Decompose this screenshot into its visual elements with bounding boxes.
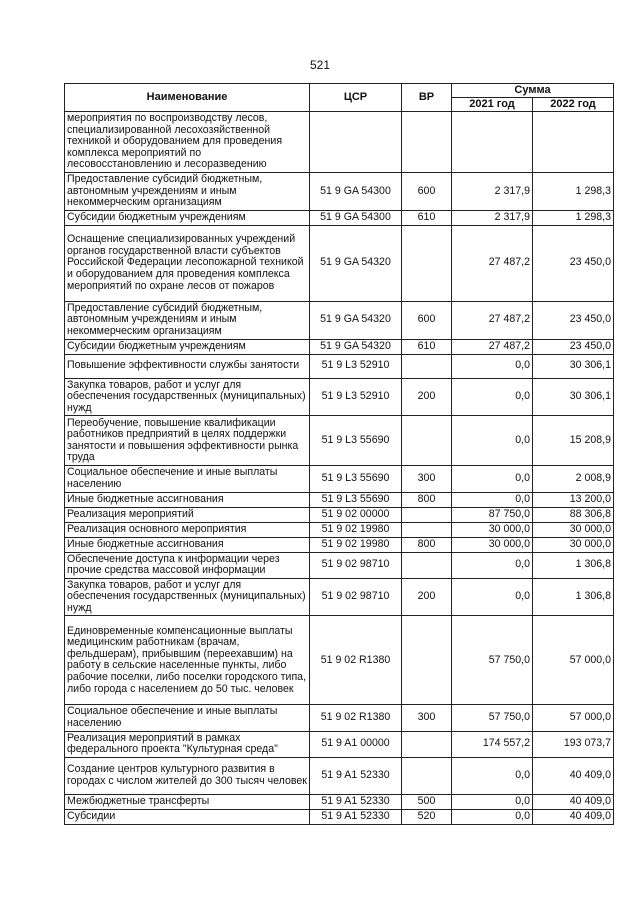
row-name: Предоставление субсидий бюджетным, автономным учреждениям и иным некоммерческим организациям xyxy=(65,172,310,210)
row-csr xyxy=(310,112,402,173)
row-vr xyxy=(402,112,452,173)
row-name: Единовременные компенсационные выплаты медицинским работникам (врачам, фельдшерам), прибывшим (переехавшим) на работу в сельские населенные пункты, либо рабочие поселки, либо поселки городского типа, либо города с населением до 50 тыс. человек xyxy=(65,616,310,705)
row-vr: 800 xyxy=(402,537,452,552)
row-name: Субсидии бюджетным учреждениям xyxy=(65,210,310,225)
row-amount-2022: 40 409,0 xyxy=(533,794,614,809)
table-row xyxy=(65,578,614,616)
row-amount-2021: 0,0 xyxy=(452,809,533,824)
row-amount-2021: 27 487,2 xyxy=(452,225,533,301)
row-vr xyxy=(402,522,452,537)
row-vr: 600 xyxy=(402,301,452,339)
row-amount-2021: 30 000,0 xyxy=(452,537,533,552)
row-amount-2021: 30 000,0 xyxy=(452,522,533,537)
header-2021: 2021 год xyxy=(452,98,533,112)
row-vr xyxy=(402,731,452,757)
row-name: Межбюджетные трансферты xyxy=(65,794,310,809)
row-csr: 51 9 L3 55690 xyxy=(310,492,402,507)
table-row xyxy=(65,794,614,809)
row-name: Закупка товаров, работ и услуг для обеспечения государственных (муниципальных) нужд xyxy=(65,578,310,616)
row-amount-2022: 88 306,8 xyxy=(533,507,614,522)
row-csr: 51 9 L3 55690 xyxy=(310,466,402,492)
row-amount-2022: 30 306,1 xyxy=(533,354,614,378)
table-row xyxy=(65,492,614,507)
table-row xyxy=(65,552,614,578)
row-vr: 600 xyxy=(402,172,452,210)
row-vr: 500 xyxy=(402,794,452,809)
row-amount-2021: 27 487,2 xyxy=(452,301,533,339)
table-row xyxy=(65,616,614,705)
row-csr: 51 9 GA 54300 xyxy=(310,172,402,210)
row-amount-2021: 0,0 xyxy=(452,492,533,507)
row-amount-2022: 193 073,7 xyxy=(533,731,614,757)
row-csr: 51 9 GA 54320 xyxy=(310,301,402,339)
row-vr: 800 xyxy=(402,492,452,507)
row-amount-2022: 30 000,0 xyxy=(533,537,614,552)
row-csr: 51 9 A1 00000 xyxy=(310,731,402,757)
row-csr: 51 9 02 98710 xyxy=(310,578,402,616)
row-amount-2021: 0,0 xyxy=(452,578,533,616)
row-amount-2022: 1 306,8 xyxy=(533,578,614,616)
table-row xyxy=(65,378,614,416)
row-name: Обеспечение доступа к информации через прочие средства массовой информации xyxy=(65,552,310,578)
row-csr: 51 9 02 R1380 xyxy=(310,705,402,731)
row-csr: 51 9 02 98710 xyxy=(310,552,402,578)
row-amount-2021: 87 750,0 xyxy=(452,507,533,522)
row-amount-2022: 1 298,3 xyxy=(533,172,614,210)
row-csr: 51 9 02 00000 xyxy=(310,507,402,522)
row-name: Субсидии xyxy=(65,809,310,824)
row-csr: 51 9 L3 52910 xyxy=(310,354,402,378)
row-amount-2021: 0,0 xyxy=(452,416,533,466)
row-amount-2022: 1 298,3 xyxy=(533,210,614,225)
row-vr xyxy=(402,757,452,794)
table-row xyxy=(65,301,614,339)
row-name: Оснащение специализированных учреждений органов государственной власти субъектов Российской Федерации лесопожарной техникой и оборудованием для проведения комплекса мероприятий по охране лесов от пожаров xyxy=(65,225,310,301)
row-csr: 51 9 A1 52330 xyxy=(310,809,402,824)
row-amount-2022: 40 409,0 xyxy=(533,757,614,794)
page-number: 521 xyxy=(309,58,331,72)
row-name: Иные бюджетные ассигнования xyxy=(65,492,310,507)
row-vr xyxy=(402,354,452,378)
row-vr: 200 xyxy=(402,578,452,616)
row-amount-2021: 0,0 xyxy=(452,552,533,578)
row-amount-2022: 2 008,9 xyxy=(533,466,614,492)
table-row xyxy=(65,809,614,824)
row-amount-2022 xyxy=(533,112,614,173)
row-vr: 300 xyxy=(402,705,452,731)
row-amount-2022: 57 000,0 xyxy=(533,616,614,705)
table-row xyxy=(65,757,614,794)
row-amount-2021: 0,0 xyxy=(452,757,533,794)
row-name: Социальное обеспечение и иные выплаты населению xyxy=(65,466,310,492)
row-csr: 51 9 L3 55690 xyxy=(310,416,402,466)
header-2022: 2022 год xyxy=(533,98,614,112)
table-row xyxy=(65,112,614,173)
row-vr xyxy=(402,225,452,301)
row-name: Субсидии бюджетным учреждениям xyxy=(65,339,310,354)
row-name: Реализация мероприятий xyxy=(65,507,310,522)
row-vr: 300 xyxy=(402,466,452,492)
row-csr: 51 9 02 19980 xyxy=(310,537,402,552)
row-amount-2021: 27 487,2 xyxy=(452,339,533,354)
row-vr xyxy=(402,416,452,466)
table-body xyxy=(65,112,614,825)
row-amount-2022: 15 208,9 xyxy=(533,416,614,466)
row-name: Реализация основного мероприятия xyxy=(65,522,310,537)
row-csr: 51 9 A1 52330 xyxy=(310,794,402,809)
table-row xyxy=(65,210,614,225)
row-amount-2021: 57 750,0 xyxy=(452,616,533,705)
row-name: Переобучение, повышение квалификации работников предприятий в целях поддержки занятости и повышения эффективности рынка труда xyxy=(65,416,310,466)
table-row xyxy=(65,339,614,354)
row-csr: 51 9 A1 52330 xyxy=(310,757,402,794)
row-amount-2021: 0,0 xyxy=(452,354,533,378)
row-vr xyxy=(402,616,452,705)
row-amount-2022: 23 450,0 xyxy=(533,339,614,354)
row-name: мероприятия по воспроизводству лесов, специализированной лесохозяйственной техникой и оборудованием для проведения комплекса мероприятий по лесовосстановлению и лесоразведению xyxy=(65,112,310,173)
row-amount-2022: 1 306,8 xyxy=(533,552,614,578)
row-name: Социальное обеспечение и иные выплаты населению xyxy=(65,705,310,731)
table-header xyxy=(65,84,614,112)
row-amount-2021: 2 317,9 xyxy=(452,172,533,210)
table-row xyxy=(65,416,614,466)
row-vr xyxy=(402,552,452,578)
row-amount-2021: 0,0 xyxy=(452,466,533,492)
row-vr xyxy=(402,507,452,522)
row-name: Создание центров культурного развития в городах с числом жителей до 300 тысяч человек xyxy=(65,757,310,794)
table-row xyxy=(65,705,614,731)
table-row xyxy=(65,731,614,757)
row-name: Предоставление субсидий бюджетным, автономным учреждениям и иным некоммерческим организациям xyxy=(65,301,310,339)
row-amount-2021: 0,0 xyxy=(452,794,533,809)
table-row xyxy=(65,507,614,522)
row-amount-2021: 57 750,0 xyxy=(452,705,533,731)
header-csr: ЦСР xyxy=(310,84,402,112)
row-name: Закупка товаров, работ и услуг для обеспечения государственных (муниципальных) нужд xyxy=(65,378,310,416)
row-vr: 610 xyxy=(402,339,452,354)
table-row xyxy=(65,354,614,378)
header-vr: ВР xyxy=(402,84,452,112)
row-csr: 51 9 L3 52910 xyxy=(310,378,402,416)
row-amount-2021: 2 317,9 xyxy=(452,210,533,225)
row-name: Реализация мероприятий в рамках федерального проекта "Культурная среда" xyxy=(65,731,310,757)
header-sum: Сумма xyxy=(452,84,614,98)
row-vr: 610 xyxy=(402,210,452,225)
row-amount-2022: 40 409,0 xyxy=(533,809,614,824)
row-vr: 520 xyxy=(402,809,452,824)
table-row xyxy=(65,522,614,537)
row-csr: 51 9 02 19980 xyxy=(310,522,402,537)
table-row xyxy=(65,537,614,552)
row-amount-2022: 13 200,0 xyxy=(533,492,614,507)
row-amount-2021 xyxy=(452,112,533,173)
row-amount-2022: 30 306,1 xyxy=(533,378,614,416)
row-csr: 51 9 GA 54320 xyxy=(310,225,402,301)
table-row xyxy=(65,466,614,492)
table-row xyxy=(65,172,614,210)
table-row xyxy=(65,225,614,301)
row-csr: 51 9 GA 54300 xyxy=(310,210,402,225)
row-name: Повышение эффективности службы занятости xyxy=(65,354,310,378)
row-csr: 51 9 GA 54320 xyxy=(310,339,402,354)
row-amount-2022: 57 000,0 xyxy=(533,705,614,731)
row-name: Иные бюджетные ассигнования xyxy=(65,537,310,552)
row-amount-2021: 0,0 xyxy=(452,378,533,416)
row-amount-2022: 23 450,0 xyxy=(533,225,614,301)
row-amount-2022: 23 450,0 xyxy=(533,301,614,339)
budget-table xyxy=(64,83,614,825)
row-csr: 51 9 02 R1380 xyxy=(310,616,402,705)
header-name: Наименование xyxy=(65,84,310,112)
row-amount-2021: 174 557,2 xyxy=(452,731,533,757)
row-vr: 200 xyxy=(402,378,452,416)
row-amount-2022: 30 000,0 xyxy=(533,522,614,537)
